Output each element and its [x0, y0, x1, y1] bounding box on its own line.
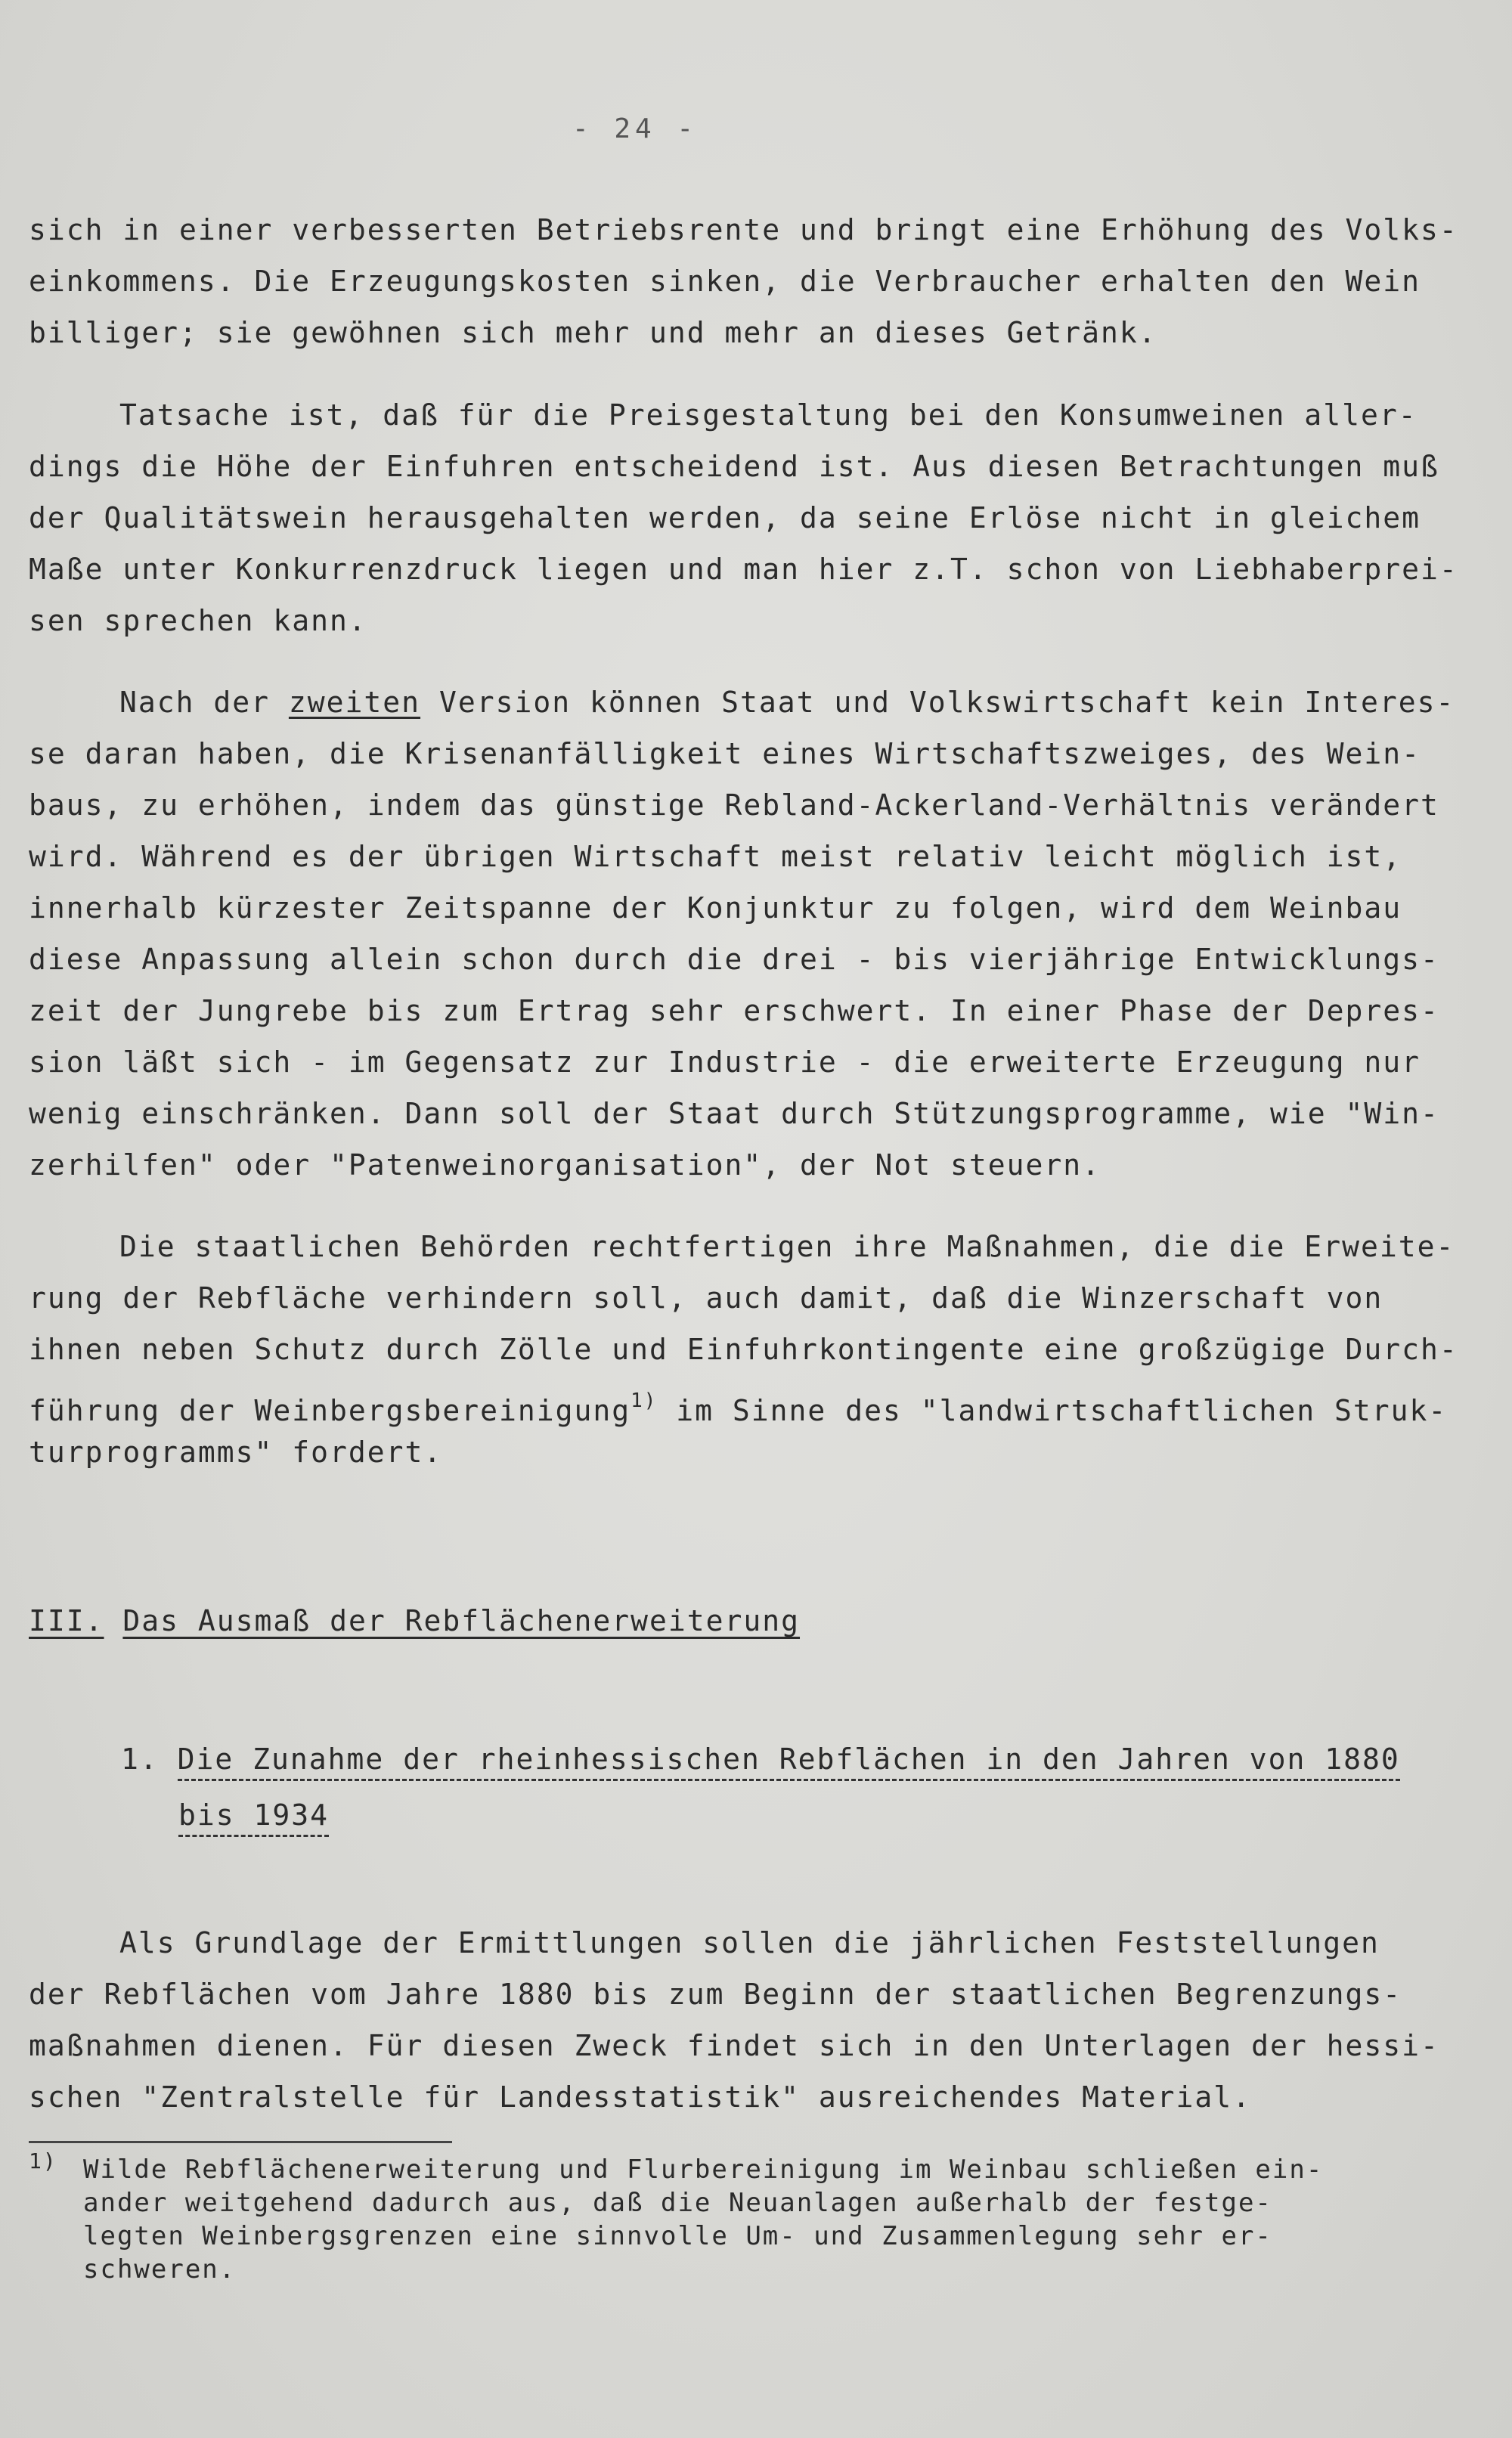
paragraph-continuation: [29, 204, 1488, 358]
text-line: turprogramms" fordert.: [29, 1436, 443, 1469]
footnote-reference: 1): [631, 1389, 658, 1412]
text-line: wenig einschränken. Dann soll der Staat durch Stützungsprogramme, wie "Win-: [29, 1097, 1439, 1130]
section-number: III.: [29, 1604, 104, 1637]
subsection-title-line2: bis 1934: [178, 1798, 329, 1837]
paragraph-consumption-wine: [29, 389, 1488, 646]
text-line: der Qualitätswein herausgehalten werden, da seine Erlöse nicht in gleichem: [29, 501, 1421, 534]
text-line: Als Grundlage der Ermittlungen sollen die jährlichen Feststellungen: [119, 1926, 1380, 1959]
text-line: billiger; sie gewöhnen sich mehr und mehr an dieses Getränk.: [29, 316, 1157, 349]
section-heading: [29, 1595, 800, 1647]
text-line: diese Anpassung allein schon durch die drei - bis vierjährige Entwicklungs-: [29, 943, 1439, 976]
text-line: ihnen neben Schutz durch Zölle und Einfuhrkontingente eine großzügige Durch-: [29, 1333, 1458, 1366]
text-line: se daran haben, die Krisenanfälligkeit eines Wirtschaftszweiges, des Wein-: [29, 737, 1421, 770]
text-line: Maße unter Konkurrenzdruck liegen und man hier z.T. schon von Liebhaberprei-: [29, 553, 1458, 586]
text-line: sich in einer verbesserten Betriebsrente und bringt eine Erhöhung des Volks-: [29, 213, 1458, 246]
text-line: zerhilfen" oder "Patenweinorganisation", der Not steuern.: [29, 1148, 1101, 1182]
text-line: dings die Höhe der Einfuhren entscheidend ist. Aus diesen Betrachtungen muß: [29, 450, 1439, 483]
paragraph-second-version: [29, 677, 1488, 1191]
text-line: einkommens. Die Erzeugungskosten sinken, die Verbraucher erhalten den Wein: [29, 265, 1421, 298]
text-line: innerhalb kürzester Zeitspanne der Konjunktur zu folgen, wird dem Weinbau: [29, 891, 1402, 925]
subheading-line: [121, 1731, 1482, 1787]
underlined-word: zweiten: [288, 686, 421, 719]
footnote-line: legten Weinbergsgrenzen eine sinnvolle Um- und Zusammenlegung sehr er-: [83, 2221, 1272, 2251]
text-fragment: Version können Staat und Volkswirtschaft kein Interes-: [420, 686, 1455, 719]
paragraph-basis: [29, 1917, 1488, 2123]
section-title: Das Ausmaß der Rebflächenerweiterung: [122, 1604, 801, 1637]
text-fragment: im Sinne des "landwirtschaftlichen Struk-: [657, 1394, 1448, 1427]
footnote: [29, 2148, 1488, 2286]
text-line: Tatsache ist, daß für die Preisgestaltung bei den Konsumweinen aller-: [119, 398, 1418, 432]
text-line: maßnahmen dienen. Für diesen Zweck findet sich in den Unterlagen der hessi-: [29, 2029, 1439, 2062]
subsection-number: 1.: [121, 1743, 159, 1776]
text-line: sion läßt sich - im Gegensatz zur Industrie - die erweiterte Erzeugung nur: [29, 1046, 1421, 1079]
text-line: [29, 677, 1488, 728]
footnote-mark: 1): [29, 2148, 57, 2173]
text-fragment: Nach der: [119, 686, 289, 719]
footnote-line: ander weitgehend dadurch aus, daß die Neuanlagen außerhalb der festge-: [83, 2188, 1272, 2218]
text-line: sen sprechen kann.: [29, 604, 367, 637]
text-line: wird. Während es der übrigen Wirtschaft meist relativ leicht möglich ist,: [29, 840, 1402, 873]
footnote-line: schweren.: [83, 2254, 237, 2285]
text-line: schen "Zentralstelle für Landesstatistik" ausreichendes Material.: [29, 2080, 1252, 2114]
subsection-heading: [121, 1731, 1482, 1843]
subsection-title-line1: Die Zunahme der rheinhessischen Rebflächen in den Jahren von 1880: [178, 1743, 1400, 1781]
text-line: [29, 1375, 1488, 1427]
subheading-line: [121, 1787, 1482, 1843]
footnote-separator: [29, 2141, 452, 2143]
text-line: der Rebflächen vom Jahre 1880 bis zum Beginn der staatlichen Begrenzungs-: [29, 1978, 1402, 2011]
text-line: rung der Rebfläche verhindern soll, auch damit, daß die Winzerschaft von: [29, 1281, 1383, 1315]
text-line: baus, zu erhöhen, indem das günstige Rebland-Ackerland-Verhältnis verändert: [29, 788, 1439, 822]
page-number: - 24 -: [572, 113, 699, 144]
text-line: Die staatlichen Behörden rechtfertigen ihre Maßnahmen, die die Erweite-: [119, 1230, 1455, 1263]
footnote-line: Wilde Rebflächenerweiterung und Flurbereinigung im Weinbau schließen ein-: [83, 2155, 1324, 2185]
text-line: zeit der Jungrebe bis zum Ertrag sehr erschwert. In einer Phase der Depres-: [29, 994, 1439, 1027]
text-fragment: führung der Weinbergsbereinigung: [29, 1394, 631, 1427]
paragraph-authorities: [29, 1221, 1488, 1478]
